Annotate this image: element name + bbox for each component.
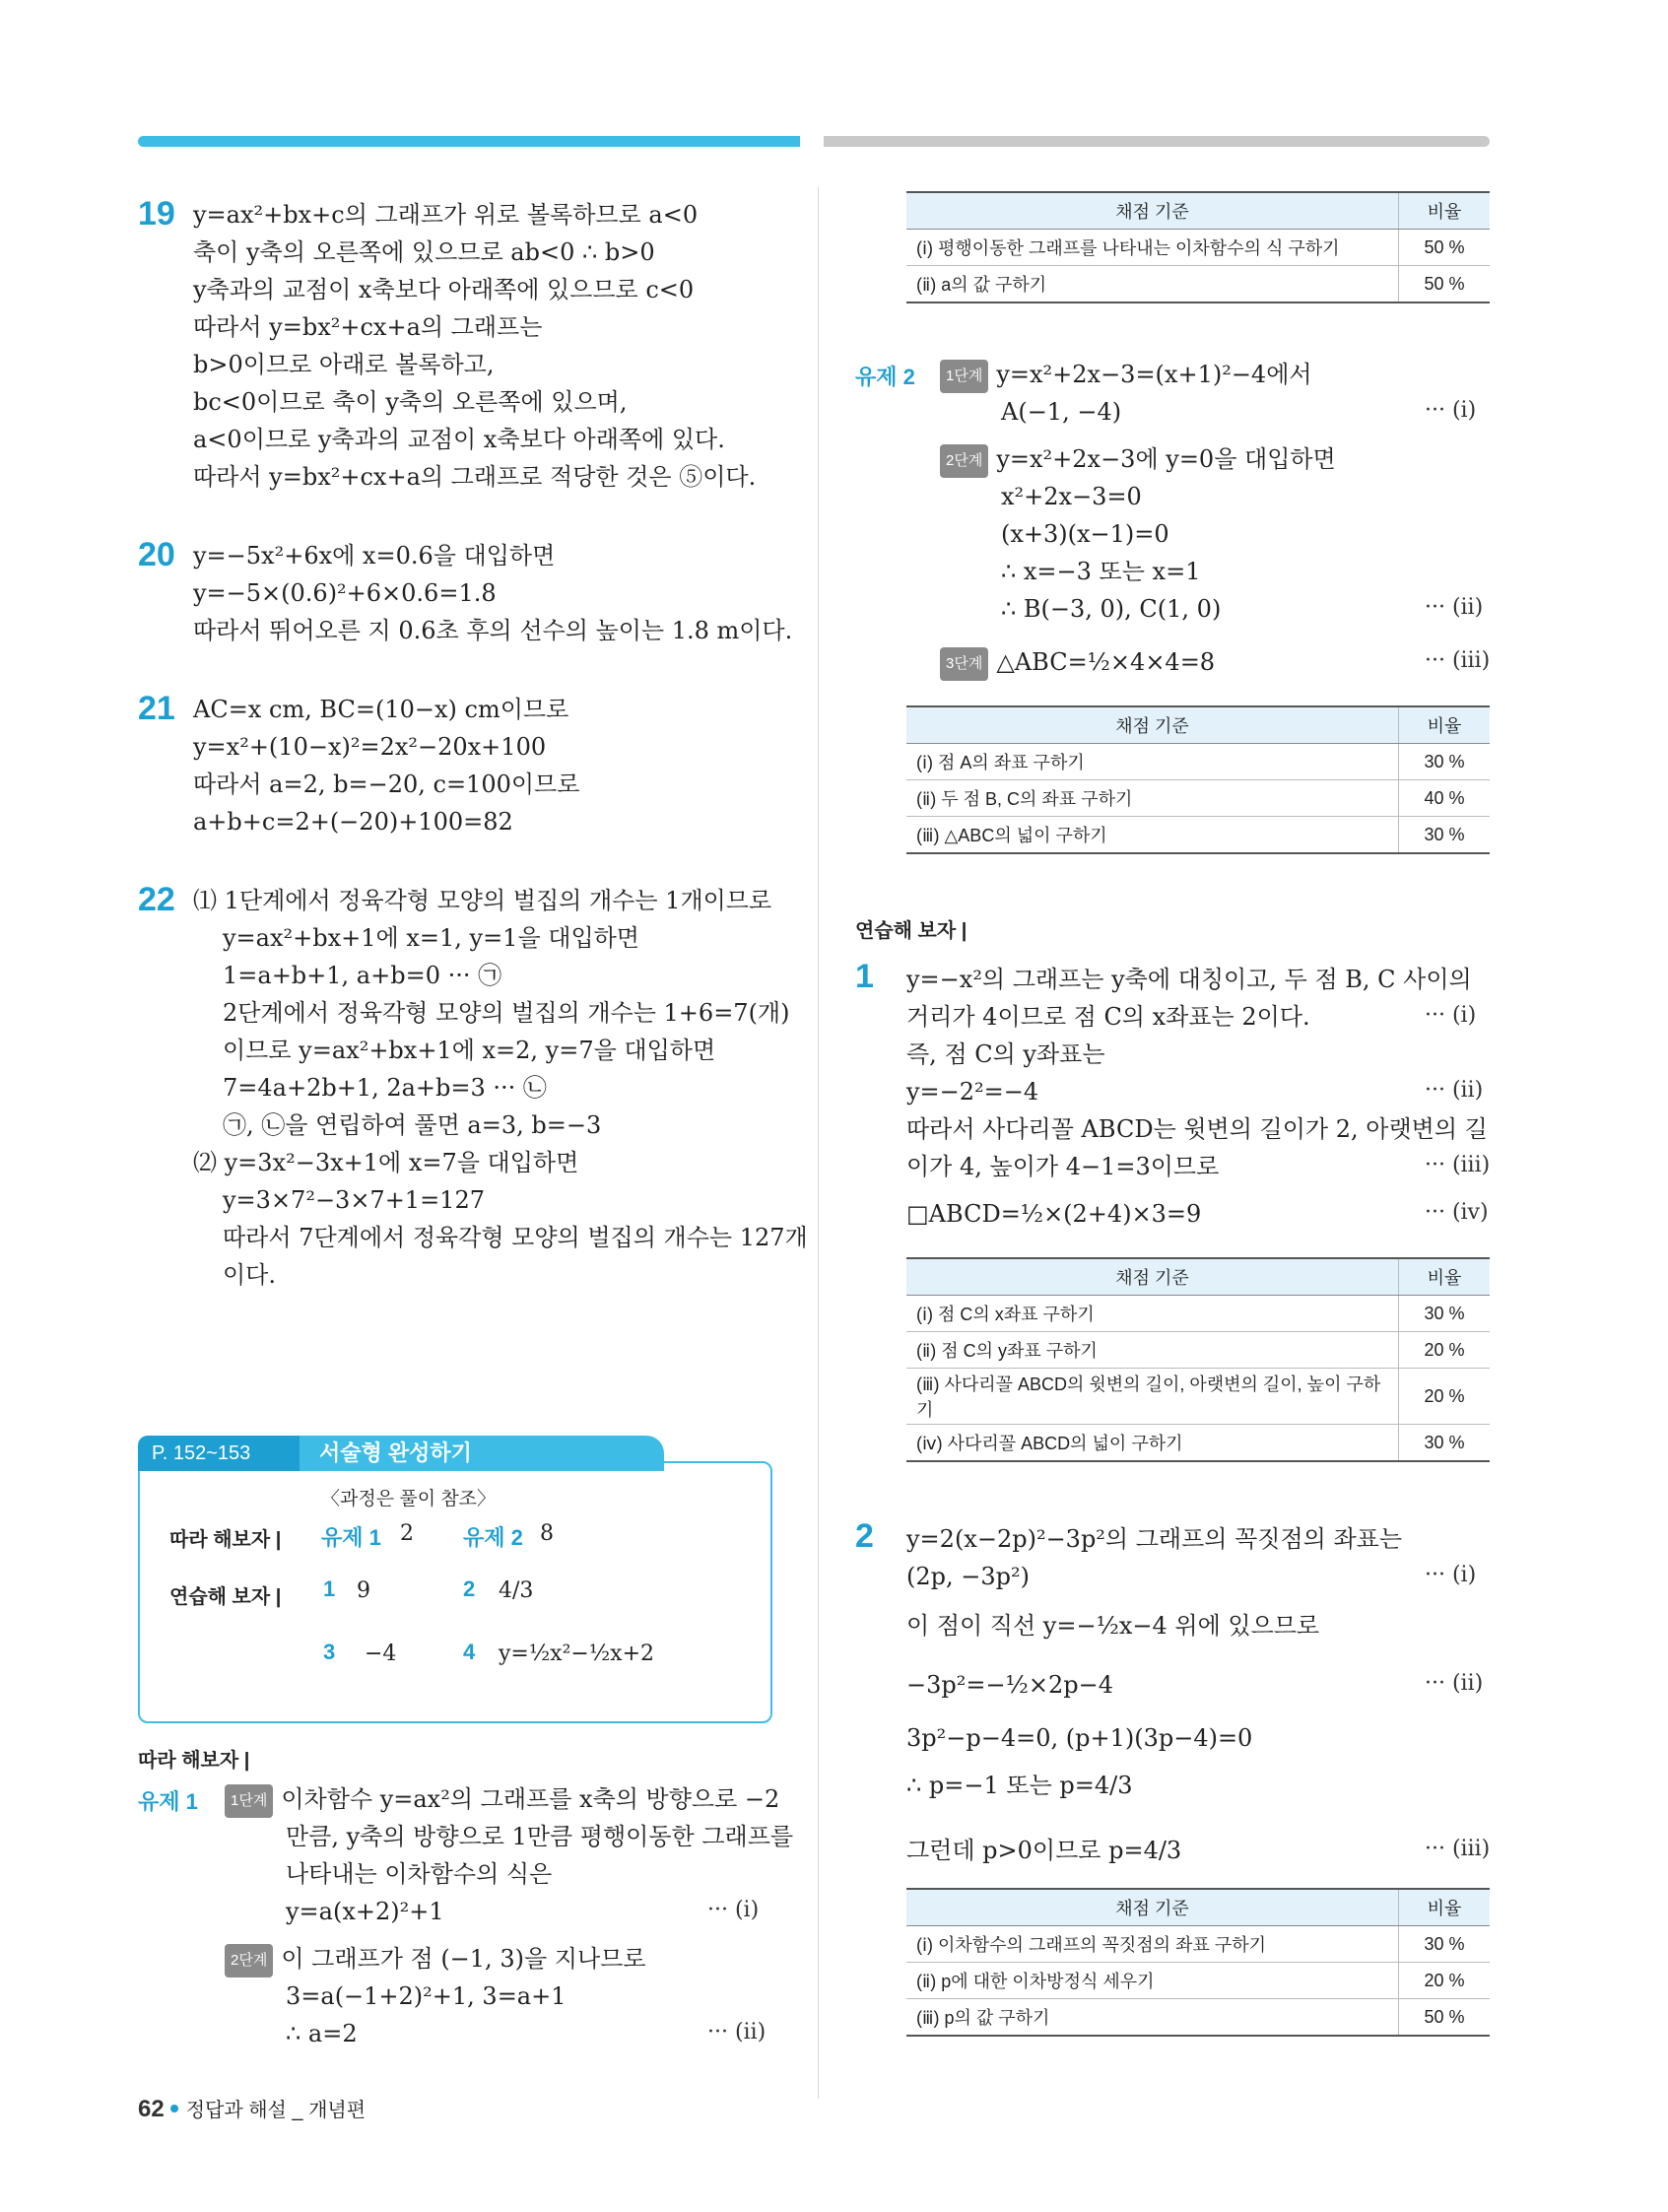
table-header: 채점 기준	[906, 706, 1399, 744]
answer-1-label: 1	[323, 1576, 336, 1601]
p22-line: y=3×7²−3×7+1=127	[223, 1186, 485, 1214]
table-header: 채점 기준	[906, 1889, 1399, 1926]
practice1-line: □ABCD=½×(2+4)×3=9	[906, 1200, 1202, 1228]
answer-1: 9	[357, 1578, 370, 1603]
mark-i: ··· (ⅰ)	[1425, 1003, 1477, 1028]
table-row: (ⅳ) 사다리꼴 ABCD의 넓이 구하기 30 %	[906, 1425, 1490, 1462]
yuje1-tag: 유제 1	[138, 1789, 198, 1814]
problem-number-21: 21	[138, 690, 175, 727]
header-bar-left	[138, 136, 808, 147]
p22-line: ⑵ y=3x²−3x+1에 x=7을 대입하면	[193, 1149, 579, 1176]
step-badge: 2단계	[940, 444, 988, 478]
yuje2-line: 3단계 △ABC=½×4×4=8	[940, 646, 1215, 681]
mark-ii: ··· (ⅱ)	[707, 2020, 767, 2044]
yuje1-line: 만큼, y축의 방향으로 1만큼 평행이동한 그래프를	[286, 1823, 794, 1850]
table-row: (ⅱ) a의 값 구하기 50 %	[906, 266, 1490, 303]
practice-number-1: 1	[855, 958, 874, 995]
table-row: (ⅱ) 두 점 B, C의 좌표 구하기 40 %	[906, 780, 1490, 817]
answer-3: −4	[365, 1642, 397, 1666]
p21-line: 따라서 a=2, b=−20, c=100이므로	[193, 771, 580, 798]
practice2-line: (2p, −3p²)	[906, 1563, 1030, 1590]
p19-line: y=ax²+bx+c의 그래프가 위로 볼록하므로 a<0	[193, 201, 699, 229]
table-row: (ⅰ) 점 C의 x좌표 구하기 30 %	[906, 1296, 1490, 1332]
yuje1-line: 1단계 이차함수 y=ax²의 그래프를 x축의 방향으로 −2	[225, 1783, 779, 1818]
p22-line: y=ax²+bx+1에 x=1, y=1을 대입하면	[223, 924, 639, 952]
p22-line: 2단계에서 정육각형 모양의 벌집의 개수는 1+6=7(개)	[223, 999, 790, 1027]
table-row: (ⅲ) △ABC의 넓이 구하기 30 %	[906, 817, 1490, 854]
p21-line: AC=x cm, BC=(10−x) cm이므로	[193, 696, 569, 723]
yuje2-answer: 8	[540, 1521, 554, 1546]
answer-3-label: 3	[323, 1640, 336, 1664]
table-row: (ⅰ) 평행이동한 그래프를 나타내는 이차함수의 식 구하기 50 %	[906, 230, 1490, 266]
practice2-line: −3p²=−½×2p−4	[906, 1671, 1113, 1699]
practice1-line: 따라서 사다리꼴 ABCD는 윗변의 길이가 2, 아랫변의 길	[906, 1115, 1488, 1143]
step-badge: 1단계	[225, 1784, 273, 1818]
yuje2-line: 1단계 y=x²+2x−3=(x+1)²−4에서	[940, 359, 1312, 393]
table-header: 채점 기준	[906, 192, 1399, 230]
yuje1-line: y=a(x+2)²+1	[286, 1898, 444, 1925]
answer-box-note: 〈과정은 풀이 참조〉	[321, 1489, 497, 1509]
p21-line: a+b+c=2+(−20)+100=82	[193, 808, 513, 836]
mark-iii: ··· (ⅲ)	[1425, 648, 1491, 673]
step-badge: 1단계	[940, 360, 988, 393]
yuje1-line: 3=a(−1+2)²+1, 3=a+1	[286, 1982, 567, 2010]
p22-line: 이다.	[223, 1261, 276, 1289]
yuje2-line: 2단계 y=x²+2x−3에 y=0을 대입하면	[940, 443, 1336, 478]
footer-title: 정답과 해설 _ 개념편	[185, 2100, 367, 2121]
p19-line: b>0이므로 아래로 볼록하고,	[193, 351, 495, 378]
practice-number-2: 2	[855, 1517, 874, 1555]
criteria-table-3	[906, 1257, 1490, 1462]
mark-ii: ··· (ⅱ)	[1425, 1671, 1484, 1696]
criteria-table-2	[906, 705, 1490, 854]
mark-iii: ··· (ⅲ)	[1425, 1153, 1491, 1177]
answer-box-title: 서술형 완성하기	[300, 1436, 664, 1471]
p22-line: 이므로 y=ax²+bx+1에 x=2, y=7을 대입하면	[223, 1037, 716, 1064]
mark-i: ··· (ⅰ)	[707, 1898, 760, 1922]
yuje1-line: 나타내는 이차함수의 식은	[286, 1860, 553, 1888]
problem-number-22: 22	[138, 881, 175, 918]
problem-number-20: 20	[138, 536, 175, 573]
p19-line: 따라서 y=bx²+cx+a의 그래프로 적당한 것은 ⑤이다.	[193, 463, 757, 491]
column-divider	[818, 187, 819, 2099]
p20-line: y=−5×(0.6)²+6×0.6=1.8	[193, 579, 497, 607]
table-row: (ⅲ) p의 값 구하기 50 %	[906, 1999, 1490, 2037]
bullet-icon	[170, 2105, 178, 2112]
mark-ii: ··· (ⅱ)	[1425, 595, 1484, 620]
p19-line: 따라서 y=bx²+cx+a의 그래프는	[193, 313, 543, 341]
practice2-line: 그런데 p>0이므로 p=4/3	[906, 1837, 1182, 1864]
step-badge: 2단계	[225, 1944, 273, 1977]
yuje2-line: ∴ x=−3 또는 x=1	[1001, 558, 1201, 585]
criteria-table-1	[906, 191, 1490, 303]
page-number: 62	[138, 2096, 165, 2122]
answer-box-header	[138, 1436, 772, 1471]
table-row: (ⅰ) 점 A의 좌표 구하기 30 %	[906, 744, 1490, 780]
practice2-line: 3p²−p−4=0, (p+1)(3p−4)=0	[906, 1724, 1253, 1752]
answer-4: y=½x²−½x+2	[499, 1642, 655, 1666]
mark-i: ··· (ⅰ)	[1425, 1563, 1477, 1587]
practice2-line: 이 점이 직선 y=−½x−4 위에 있으므로	[906, 1612, 1320, 1640]
p22-line: 1=a+b+1, a+b=0 ··· ㉠	[223, 962, 502, 989]
follow-label: 따라 해보자 |	[169, 1529, 282, 1551]
practice1-line: 거리가 4이므로 점 C의 x좌표는 2이다.	[906, 1003, 1310, 1031]
p19-line: a<0이므로 y축과의 교점이 x축보다 아래쪽에 있다.	[193, 426, 725, 453]
practice-label: 연습해 보자 |	[169, 1586, 282, 1608]
page-footer	[138, 2094, 366, 2123]
yuje2-label: 유제 2	[463, 1525, 523, 1550]
table-header: 비율	[1399, 1889, 1491, 1926]
yuje2-line: ∴ B(−3, 0), C(1, 0)	[1001, 595, 1222, 623]
yuje2-line: A(−1, −4)	[1001, 398, 1122, 426]
p19-line: y축과의 교점이 x축보다 아래쪽에 있으므로 c<0	[193, 276, 695, 303]
table-header: 채점 기준	[906, 1258, 1399, 1296]
table-header: 비율	[1399, 192, 1491, 230]
answer-2: 4/3	[499, 1578, 534, 1603]
p20-line: 따라서 뛰어오른 지 0.6초 후의 선수의 높이는 1.8 m이다.	[193, 617, 793, 644]
table-row: (ⅱ) 점 C의 y좌표 구하기 20 %	[906, 1332, 1490, 1369]
yuje1-answer: 2	[400, 1521, 414, 1546]
header-bar-right	[816, 136, 1490, 147]
practice1-line: 이가 4, 높이가 4−1=3이므로	[906, 1153, 1220, 1180]
answer-4-label: 4	[463, 1640, 476, 1664]
table-header: 비율	[1399, 1258, 1491, 1296]
p22-line: 7=4a+2b+1, 2a+b=3 ··· ㉡	[223, 1074, 547, 1102]
mark-iv: ··· (ⅳ)	[1425, 1200, 1489, 1225]
mark-i: ··· (ⅰ)	[1425, 398, 1477, 423]
yuje1-line: ∴ a=2	[286, 2020, 358, 2047]
p19-line: 축이 y축의 오른쪽에 있으므로 ab<0 ∴ b>0	[193, 238, 655, 266]
p22-line: ㉠, ㉡을 연립하여 풀면 a=3, b=−3	[223, 1111, 602, 1139]
yuje2-tag: 유제 2	[855, 365, 915, 389]
follow-heading: 따라 해보자 |	[138, 1750, 250, 1772]
practice-heading: 연습해 보자 |	[855, 920, 967, 942]
header-bar-notch	[800, 136, 824, 160]
table-row: (ⅱ) p에 대한 이차방정식 세우기 20 %	[906, 1963, 1490, 1999]
criteria-table-4	[906, 1888, 1490, 2037]
step-badge: 3단계	[940, 647, 988, 681]
practice2-line: y=2(x−2p)²−3p²의 그래프의 꼭짓점의 좌표는	[906, 1525, 1403, 1553]
p21-line: y=x²+(10−x)²=2x²−20x+100	[193, 733, 547, 761]
table-row: (ⅰ) 이차함수의 그래프의 꼭짓점의 좌표 구하기 30 %	[906, 1926, 1490, 1963]
yuje1-line: 2단계 이 그래프가 점 (−1, 3)을 지나므로	[225, 1943, 646, 1977]
problem-number-19: 19	[138, 195, 175, 233]
table-header: 비율	[1399, 706, 1491, 744]
table-row: (ⅲ) 사다리꼴 ABCD의 윗변의 길이, 아랫변의 길이, 높이 구하기 20 %	[906, 1369, 1490, 1425]
yuje2-line: x²+2x−3=0	[1001, 483, 1142, 510]
practice1-line: y=−x²의 그래프는 y축에 대칭이고, 두 점 B, C 사이의	[906, 966, 1472, 993]
yuje2-line: (x+3)(x−1)=0	[1001, 520, 1169, 548]
answer-2-label: 2	[463, 1576, 476, 1601]
p22-line: 따라서 7단계에서 정육각형 모양의 벌집의 개수는 127개	[223, 1224, 808, 1251]
p19-line: bc<0이므로 축이 y축의 오른쪽에 있으며,	[193, 388, 628, 416]
practice2-line: ∴ p=−1 또는 p=4/3	[906, 1772, 1133, 1799]
mark-iii: ··· (ⅲ)	[1425, 1837, 1491, 1861]
practice1-line: y=−2²=−4	[906, 1078, 1039, 1106]
yuje1-label: 유제 1	[321, 1525, 381, 1550]
p20-line: y=−5x²+6x에 x=0.6을 대입하면	[193, 542, 556, 570]
practice1-line: 즉, 점 C의 y좌표는	[906, 1040, 1105, 1068]
mark-ii: ··· (ⅱ)	[1425, 1078, 1484, 1103]
answer-box-page-label: P. 152~153	[138, 1436, 309, 1471]
p22-line: ⑴ 1단계에서 정육각형 모양의 벌집의 개수는 1개이므로	[193, 887, 772, 914]
